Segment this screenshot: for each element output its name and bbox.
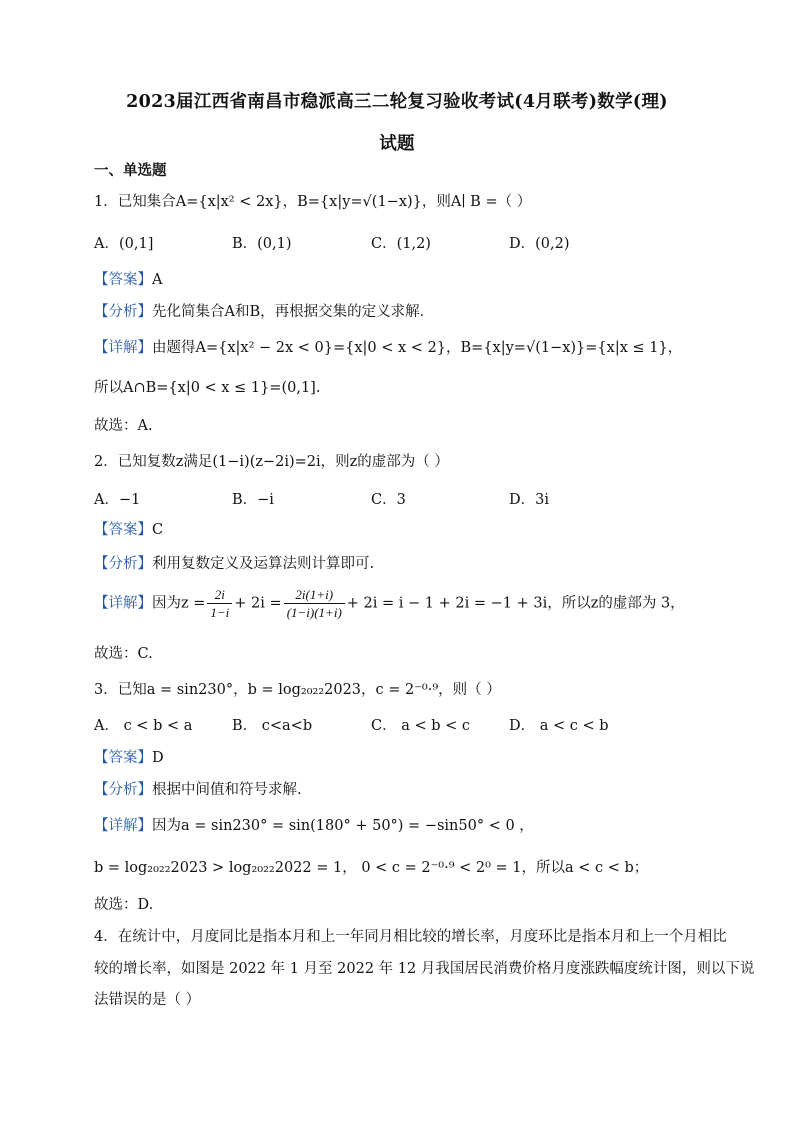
question-3-option-d: D． a < c < b [509, 718, 609, 734]
answer-value: C [152, 522, 164, 538]
detail-middle: + 2i = [234, 595, 282, 612]
detail-tag: 【详解】 [94, 340, 152, 356]
fraction-1-numerator: 2i [207, 586, 232, 604]
question-4-stem-line-3: 法错误的是（ ） [94, 992, 201, 1008]
answer-tag: 【答案】 [94, 750, 152, 766]
fraction-1-denominator: 1−i [210, 605, 230, 620]
question-3-option-a: A． c < b < a [94, 718, 193, 734]
analysis-text: 先化简集合A和B，再根据交集的定义求解． [152, 304, 435, 320]
question-1-stem: 1．已知集合A={x|x² < 2x}，B={x|y=√(1−x)}，则A∣ B =（ ） [94, 194, 532, 210]
question-3-option-b: B． c<a<b [232, 718, 313, 734]
question-3-detail-continued: b = log₂₀₂₂2023 > log₂₀₂₂2022 = 1， 0 < c = 2⁻⁰·⁹ < 2⁰ = 1，所以a < c < b； [94, 860, 649, 876]
question-3-answer [94, 748, 704, 768]
detail-text: 因为a = sin230° = sin(180° + 50°) = −sin50° < 0 ， [152, 818, 534, 834]
question-4-stem-line-1: 4．在统计中，月度同比是指本月和上一年同月相比较的增长率，月度环比是指本月和上一个月相比 [94, 929, 727, 945]
question-1-option-d: D．(0,2) [509, 236, 570, 252]
question-2-option-a: A．−1 [94, 492, 141, 508]
question-1-conclusion: 故选：A. [94, 418, 153, 434]
detail-tag: 【详解】 [94, 595, 152, 612]
analysis-text: 利用复数定义及运算法则计算即可. [152, 556, 375, 572]
detail-prefix: 因为z = [152, 595, 206, 612]
fraction-2-denominator: (1−i)(1+i) [286, 605, 342, 620]
question-1-option-b: B．(0,1) [232, 236, 292, 252]
fraction-2 [284, 586, 345, 621]
question-3-detail [94, 816, 704, 836]
analysis-text: 根据中间值和符号求解. [152, 782, 302, 798]
fraction-2-numerator: 2i(1+i) [284, 586, 345, 604]
detail-tag: 【详解】 [94, 818, 152, 834]
question-4-stem-line-2: 较的增长率，如图是 2022 年 1 月至 2022 年 12 月我国居民消费价格月度涨跌幅度统计图，则以下说 [94, 961, 755, 977]
answer-tag: 【答案】 [94, 522, 152, 538]
detail-text: 由题得A={x|x² − 2x < 0}={x|0 < x < 2}，B={x|y=√(1−x)}={x|x ≤ 1}， [152, 340, 683, 356]
question-1-detail [94, 338, 704, 358]
question-3-option-c: C． a < b < c [371, 718, 470, 734]
question-3-conclusion: 故选：D. [94, 897, 154, 913]
analysis-tag: 【分析】 [94, 556, 152, 572]
question-2-option-d: D．3i [509, 492, 549, 508]
detail-suffix: + 2i = i − 1 + 2i = −1 + 3i，所以z的虚部为 3， [346, 595, 685, 612]
question-2-answer [94, 520, 704, 540]
question-2-analysis [94, 554, 704, 574]
question-2-conclusion: 故选：C. [94, 646, 153, 662]
question-3-analysis [94, 780, 704, 800]
question-1-answer [94, 270, 704, 290]
question-1-option-a: A．(0,1] [94, 236, 154, 252]
question-1-analysis [94, 302, 704, 322]
answer-tag: 【答案】 [94, 272, 152, 288]
fraction-1 [207, 586, 232, 621]
question-1-detail-continued: 所以A∩B={x|0 < x ≤ 1}=(0,1]. [94, 380, 321, 396]
question-3-stem: 3．已知a = sin230°，b = log₂₀₂₂2023，c = 2⁻⁰·⁹，则（ ） [94, 682, 501, 698]
analysis-tag: 【分析】 [94, 304, 152, 320]
document-title: 2023届江西省南昌市稳派高三二轮复习验收考试(4月联考)数学(理) [126, 92, 668, 112]
question-2-option-c: C．3 [371, 492, 406, 508]
question-2-detail [94, 586, 685, 621]
section-heading: 一、单选题 [94, 162, 167, 179]
analysis-tag: 【分析】 [94, 782, 152, 798]
question-2-option-b: B．−i [232, 492, 274, 508]
document-title-suffix: 试题 [379, 134, 415, 154]
question-1-option-c: C．(1,2) [371, 236, 431, 252]
answer-value: A [152, 272, 163, 288]
question-2-stem: 2．已知复数z满足(1−i)(z−2i)=2i，则z的虚部为（ ） [94, 454, 449, 470]
answer-value: D [152, 750, 164, 766]
